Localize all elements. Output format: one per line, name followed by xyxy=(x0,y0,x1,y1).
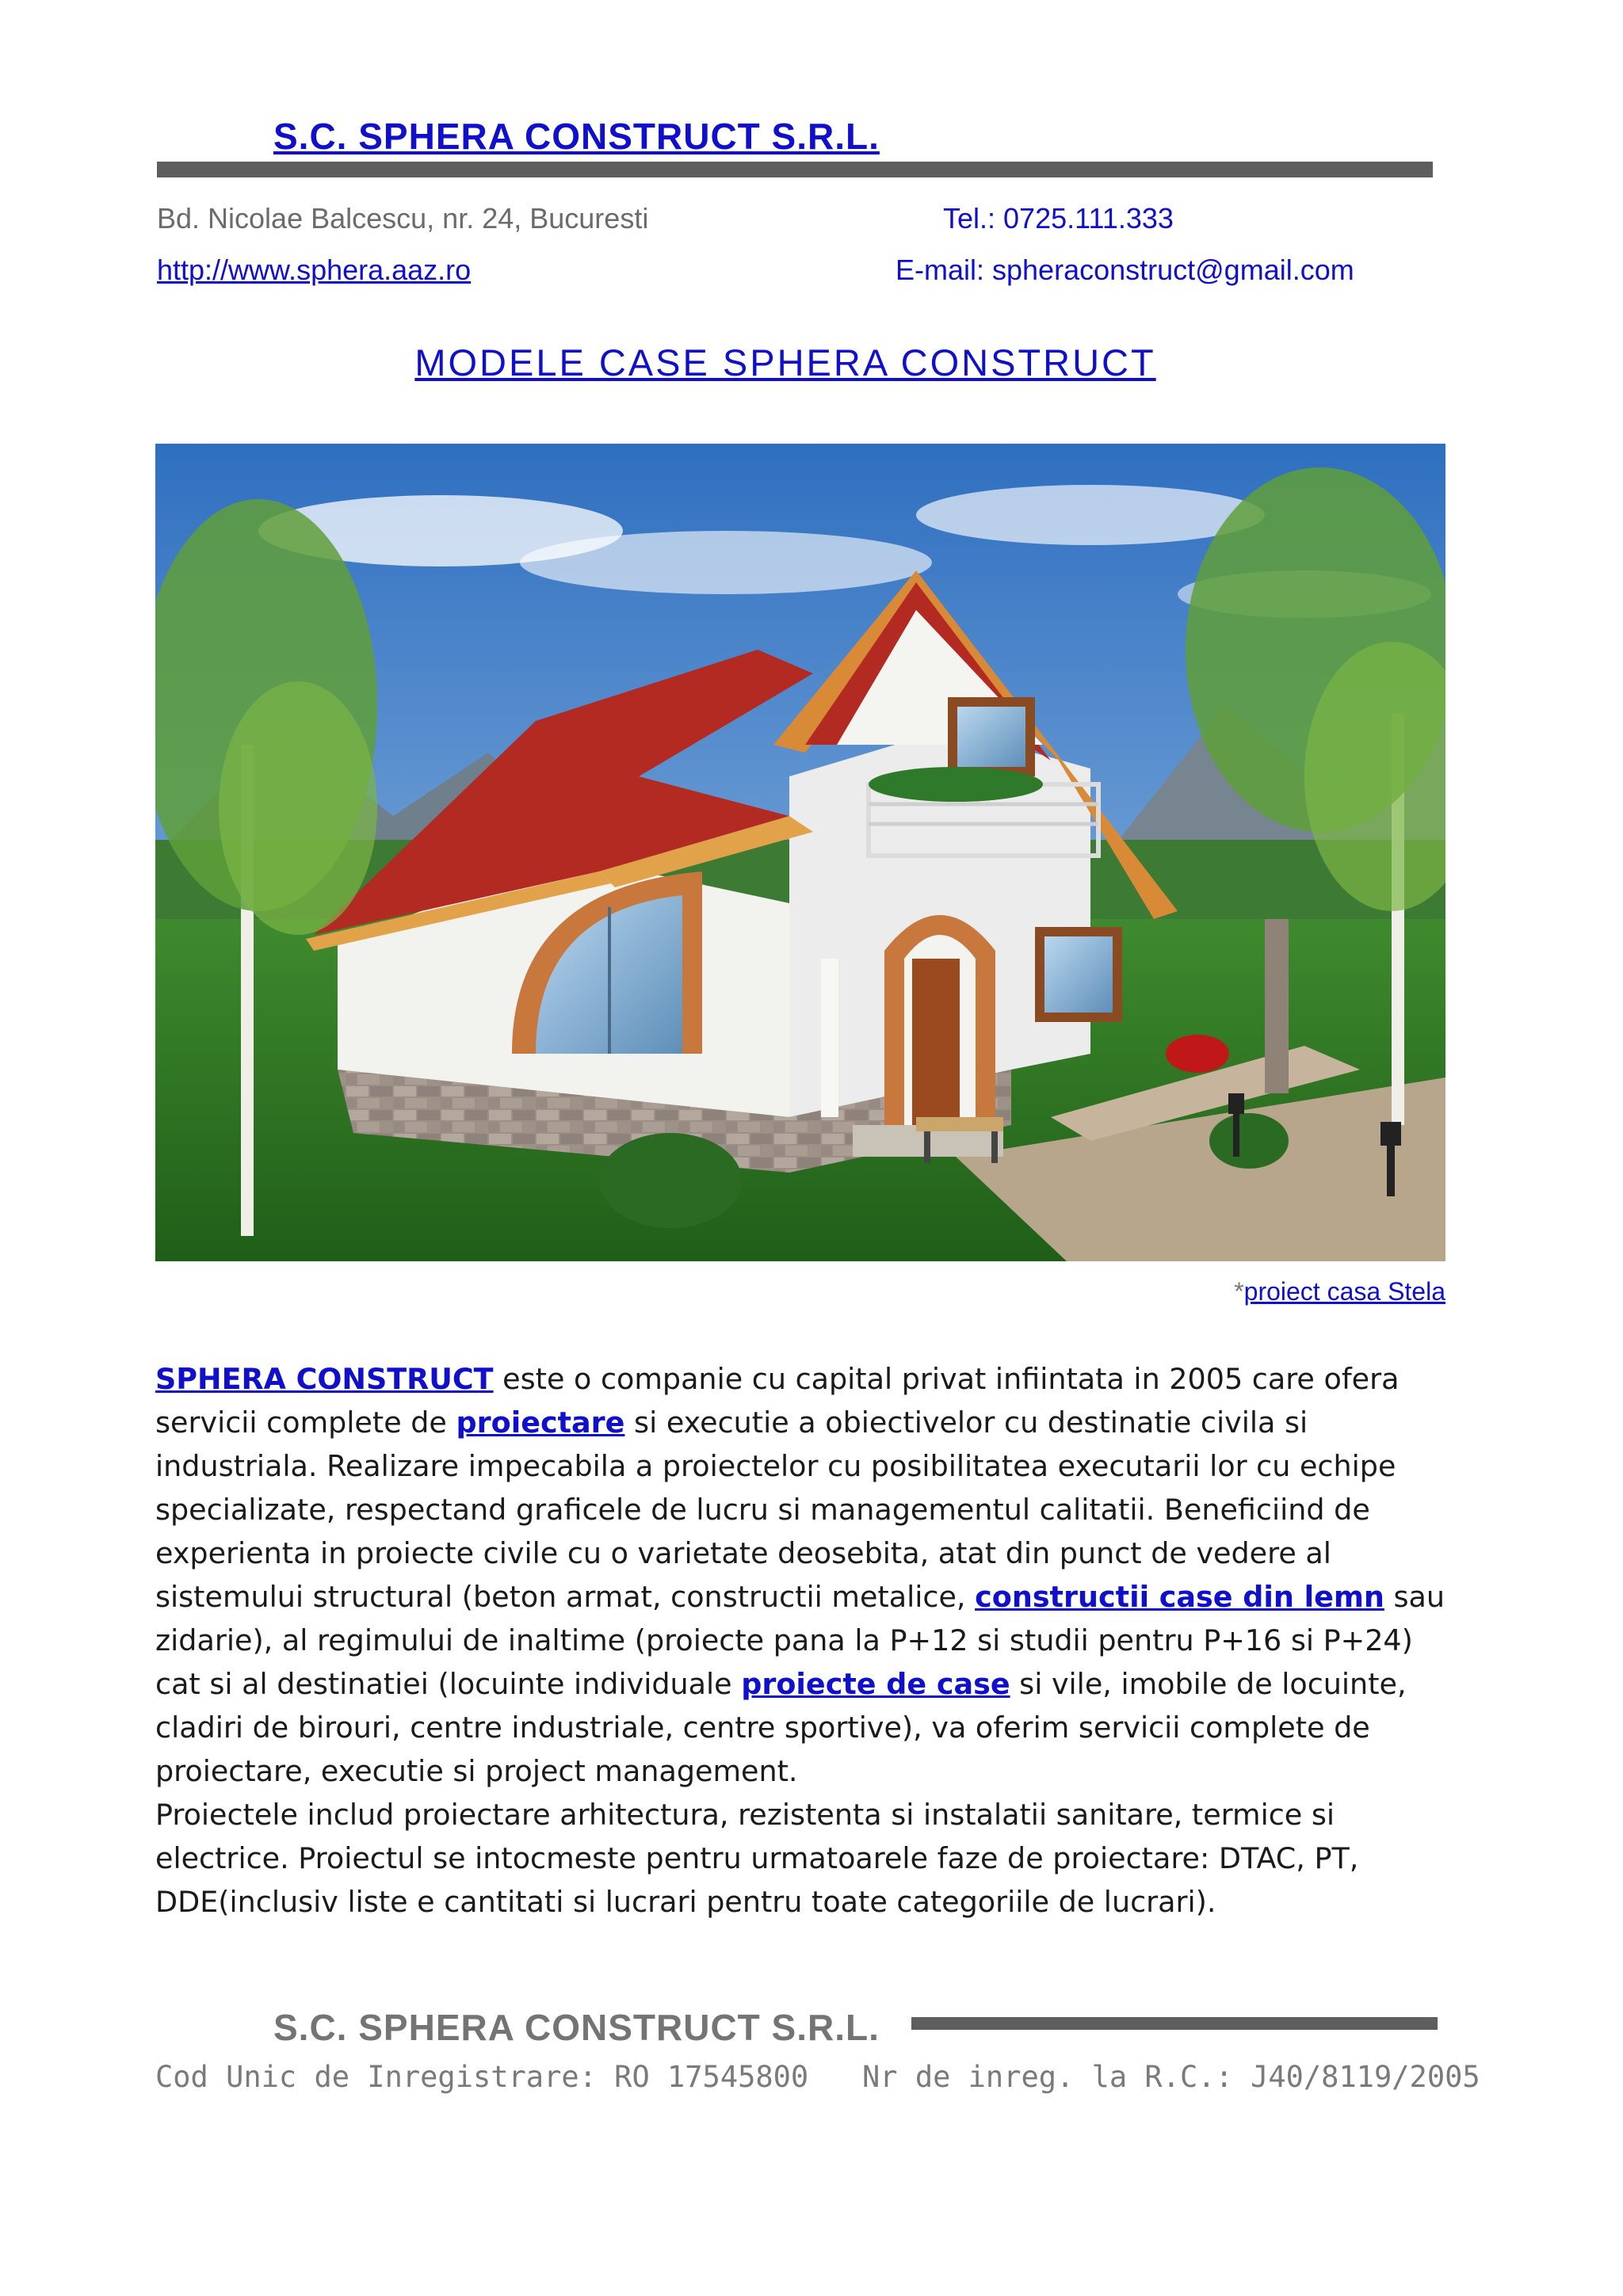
link-proiecte-de-case[interactable]: proiecte de case xyxy=(741,1667,1010,1701)
caption-link[interactable]: proiect casa Stela xyxy=(1243,1277,1445,1306)
company-email[interactable]: E-mail: spheraconstruct@gmail.com xyxy=(896,254,1354,286)
body-text-segment: este o companie cu capital privat infiintata in 2005 care ofera servicii complete de xyxy=(155,1362,1400,1440)
page-title-text[interactable]: MODELE CASE SPHERA CONSTRUCT xyxy=(414,341,1156,383)
link-constructii-case-din-lemn[interactable]: constructii case din lemn xyxy=(975,1580,1384,1614)
body-text-segment: si vile, imobile de locuinte, cladiri de birouri, centre industriale, centre sportive), va oferim servicii complete de proiectare, executie si project management. xyxy=(155,1667,1407,1788)
page-title[interactable] xyxy=(0,341,1623,384)
caption-marker: * xyxy=(1234,1277,1244,1306)
body-text-segment: sau zidarie), al regimului de inaltime (proiecte pana la P+12 si studii pentru P+16 si P+24) cat si al destinatiei (locuinte individuale xyxy=(155,1580,1445,1701)
body-text xyxy=(155,1357,1463,1924)
image-caption xyxy=(1234,1277,1445,1306)
company-address: Bd. Nicolae Balcescu, nr. 24, Bucuresti xyxy=(157,202,649,235)
body-paragraph-2: Proiectele includ proiectare arhitectura, rezistenta si instalatii sanitare, termice si electrice. Proiectul se intocmeste pentru urmatoarele faze de proiectare: DTAC, PT, DDE(inclusiv liste e cantitati si lucrari pentru toate categoriile de lucrari). xyxy=(155,1798,1359,1919)
house-render-image xyxy=(155,444,1445,1261)
link-proiectare[interactable]: proiectare xyxy=(456,1405,625,1440)
company-registration: Nr de inreg. la R.C.: J40/8119/2005 xyxy=(862,2060,1480,2094)
header-divider xyxy=(157,162,1433,177)
company-phone: Tel.: 0725.111.333 xyxy=(943,202,1174,235)
company-name-header[interactable]: S.C. SPHERA CONSTRUCT S.R.L. xyxy=(273,116,880,157)
company-cui: Cod Unic de Inregistrare: RO 17545800 xyxy=(155,2060,809,2094)
footer-divider xyxy=(911,2017,1438,2030)
body-text-segment: si executie a obiectivelor cu destinatie civila si industriala. Realizare impecabila a proiectelor cu posibilitatea executarii lor cu echipe specializate, respectand graficele de lucru si managementul calitatii. Beneficiind de experienta in proiecte civile cu o varietate deosebita, atat din punct de vedere al sistemului structural (beton armat, constructii metalice, xyxy=(155,1405,1396,1614)
company-name-footer: S.C. SPHERA CONSTRUCT S.R.L. xyxy=(273,2007,880,2048)
body-paragraph-1 xyxy=(155,1357,1463,1793)
link-sphera-construct[interactable]: SPHERA CONSTRUCT xyxy=(155,1362,494,1396)
website-link[interactable]: http://www.sphera.aaz.ro xyxy=(157,254,472,286)
